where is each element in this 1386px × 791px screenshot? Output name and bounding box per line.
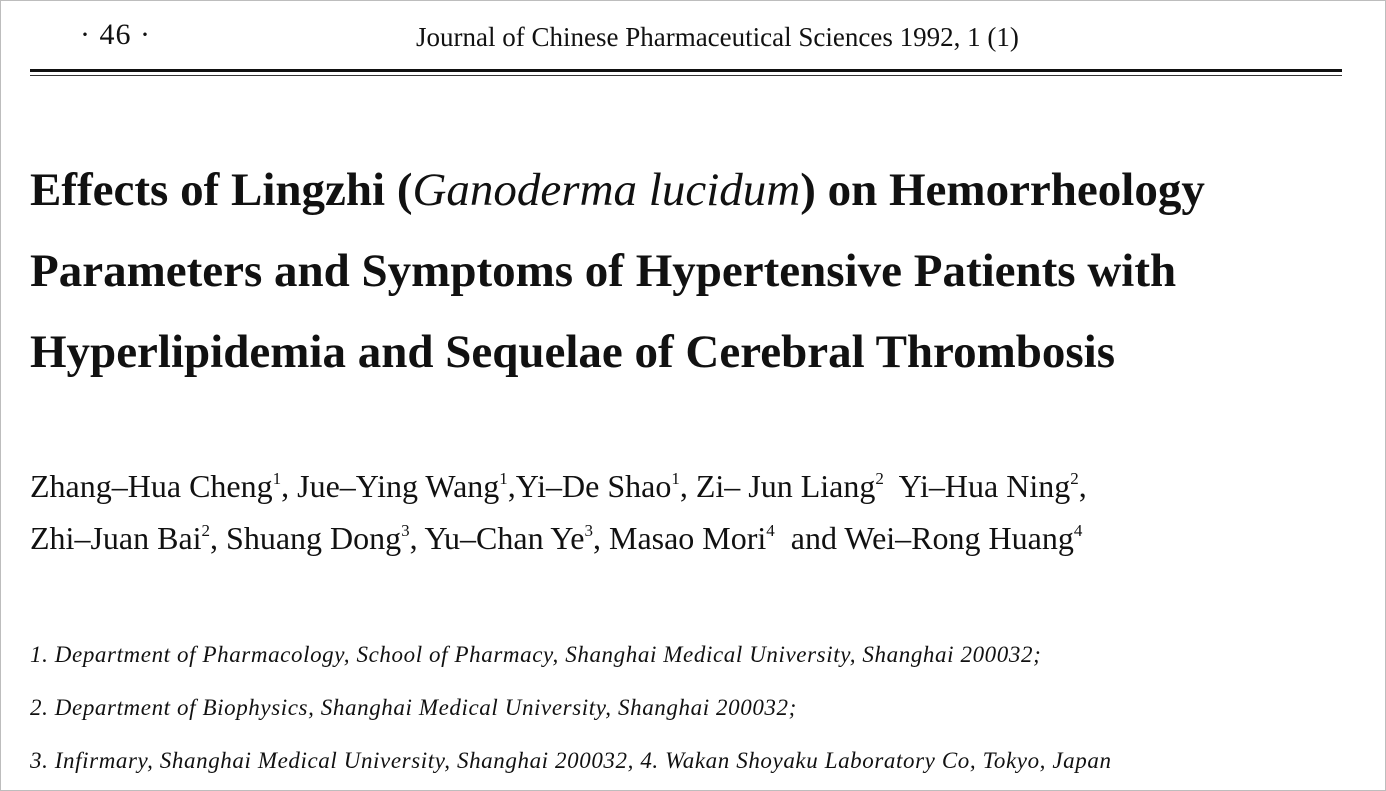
title-line-3: Hyperlipidemia and Sequelae of Cerebral Thrombosis	[30, 326, 1115, 378]
title-line-2: Parameters and Symptoms of Hypertensive Patients with	[30, 245, 1177, 297]
author-name: Yu–Chan Ye	[424, 520, 585, 556]
author-separator: ,	[210, 520, 227, 556]
author-separator: ,	[679, 468, 696, 504]
author-affiliation-mark: 1	[671, 469, 680, 488]
title-line-1	[30, 150, 1375, 231]
author-list	[30, 460, 1360, 564]
author-affiliation-mark: 3	[584, 521, 593, 540]
author-separator: ,	[409, 520, 425, 556]
affiliation-3: 3. Infirmary, Shanghai Medical University, Shanghai 200032, 4. Wakan Shoyaku Laboratory Co, Tokyo, Japan	[30, 748, 1112, 773]
title-text: ) on Hemorrheology	[800, 164, 1205, 216]
header-rule-thin	[30, 75, 1342, 76]
author-affiliation-mark: 2	[201, 521, 211, 540]
author-affiliation-mark: 2	[875, 469, 884, 488]
header-rule-thick	[30, 69, 1342, 72]
affiliation-list	[30, 628, 1360, 787]
journal-citation: Journal of Chinese Pharmaceutical Sciences 1992, 1 (1)	[416, 22, 1019, 52]
author-separator: ,	[281, 468, 298, 504]
author-affiliation-mark: 2	[1070, 469, 1079, 488]
author-separator: ,	[592, 520, 609, 556]
page-number: · 46 ·	[80, 18, 151, 51]
affiliation-2: 2. Department of Biophysics, Shanghai Medical University, Shanghai 200032;	[30, 695, 797, 720]
title-text: Effects of Lingzhi (	[30, 164, 413, 216]
author-separator: and	[774, 520, 845, 556]
article-title	[30, 150, 1375, 393]
author-line-1	[30, 460, 1360, 512]
author-name: Yi–Hua Ning	[898, 468, 1071, 504]
author-affiliation-mark: 1	[499, 469, 508, 488]
species-name: Ganoderma lucidum	[412, 164, 801, 216]
author-affiliation-mark: 4	[1073, 521, 1083, 540]
author-line-2	[30, 512, 1360, 564]
author-affiliation-mark: 3	[401, 521, 410, 540]
author-separator: ,	[507, 468, 516, 504]
author-name: Shuang Dong	[226, 520, 402, 556]
author-name: Zhi–Juan Bai	[30, 520, 202, 556]
affiliation-1: 1. Department of Pharmacology, School of Pharmacy, Shanghai Medical University, Shanghai 200032;	[30, 642, 1042, 667]
author-affiliation-mark: 1	[272, 469, 282, 488]
author-name: Yi–De Shao	[515, 468, 672, 504]
running-header	[0, 14, 1386, 58]
author-name: Masao Mori	[608, 520, 767, 556]
author-name: Wei–Rong Huang	[844, 520, 1074, 556]
author-separator	[884, 468, 899, 504]
author-name: Zi– Jun Liang	[695, 468, 876, 504]
author-name: Jue–Ying Wang	[297, 468, 500, 504]
author-name: Zhang–Hua Cheng	[30, 468, 273, 504]
author-separator: ,	[1078, 468, 1087, 504]
author-affiliation-mark: 4	[766, 521, 775, 540]
